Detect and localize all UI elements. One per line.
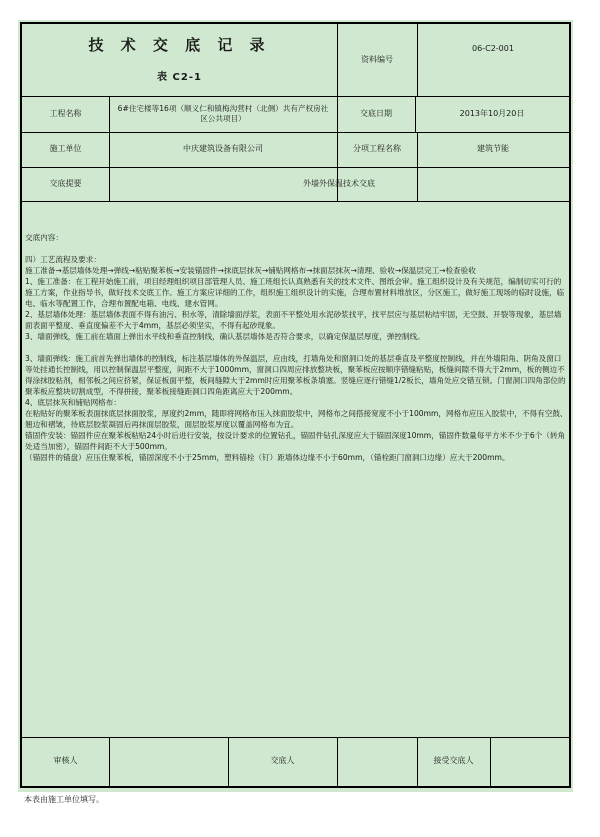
table-number: 表 C2-1: [157, 71, 202, 83]
receiver-label: 接受交底人: [433, 756, 474, 766]
content-paragraph: 2、基层墙体处理：基层墙体表面不得有油污、积水等，清除墙面浮浆，表面不平整处用水泥砂浆找平，找平层应与基层粘结牢固，无空鼓、开裂等现象，基层墙面表面平整度、垂直度偏差不大于4mm，基层必须坚实，不得有起砂现象。: [25, 310, 562, 330]
content-paragraph: （锚固件的锚盘）应压住聚苯板，锚固深度不小于25mm，塑料锚栓（钉）距墙体边缘不小于60mm，（锚栓距门窗洞口边缘）应大于200mm。: [25, 453, 510, 462]
contractor-value: 中庆建筑设备有限公司: [183, 144, 263, 154]
content-paragraph: 施工准备→基层墙体处理→弹线→粘贴聚苯板→安装锚固件→抹底层抹灰→铺贴网格布→抹面层抹灰→清理、验收→保温层完工→检查验收: [25, 266, 476, 275]
project-name-label: 工程名称: [49, 108, 82, 118]
discloser-signature-field[interactable]: [337, 737, 417, 786]
content-paragraph: 1、施工准备：在工程开始施工前，项目经理组织项目部管理人员、施工班组长认真熟悉有关的技术文件、图纸会审。施工组织设计及有关规范，编制切实可行的施工方案，作业指导书，做好技术交底工作。施工方案应详细的工作，组织施工组织设计的实施，合理布置材料堆放区，分区施工，做好施工现场的临时设施，临电、临水等配置工作，合理布置配电箱、电线、建水管网。: [25, 277, 565, 308]
reviewer-signature-field[interactable]: [109, 737, 228, 786]
content-paragraph: 3、墙面弹线，施工前在墙面上弹出水平线和垂直控制线，确认基层墙体是否符合要求，以确定保温层厚度，弹控制线。: [25, 332, 425, 341]
spacer: [25, 342, 568, 353]
spacer: [25, 243, 568, 254]
summary-value: 外墙外保温技术交底: [303, 178, 375, 188]
date-value: 2013年10月20日: [459, 108, 525, 118]
disclosure-form: [20, 22, 571, 788]
content-paragraph: 3、墙面弹线：施工前首先弹出墙体的控制线，标注基层墙体的外保温层，应由线，打墙角处和窗洞口处的基层垂直及平整度控制线，并在外墙阳角、阴角及窗口等处挂通长控制线，用以控制保温层平整度，间距不大于1000mm，窗洞口四周应排放整块板，聚苯板应按顺序错缝粘贴，板缝间隙不得大于2mm，板的侧边不得涂抹胶粘剂，相邻板之间应挤紧，保证板面平整，板间缝隙大于2mm时应用聚苯板条填塞。竖缝应逐行错缝1/2板长，墙角处应交错互锁。门窗洞口四角部位的聚苯板应整块切割成型，不得拼接，聚苯板接缝距洞口四角距离应大于200mm。: [25, 354, 566, 396]
grid-line: [22, 201, 569, 202]
footer-note: 本表由施工单位填写。: [24, 795, 104, 804]
content-paragraph: 四）工艺流程及要求：: [25, 255, 101, 264]
content-paragraph: 在粘贴好的聚苯板表面抹底层抹面胶浆，厚度约2mm，随即将网格布压入抹面胶浆中，网格布之间搭接宽度不小于100mm，网格布应压入胶浆中，不得有空鼓、翘边和褶皱，待底层胶浆凝固后再抹面层胶浆，面层胶浆厚度以覆盖网格布为宜。: [25, 409, 568, 429]
form-title: 技 术 交 底 记 录: [88, 36, 271, 55]
doc-no-label: 资料编号: [361, 54, 393, 64]
date-label: 交底日期: [360, 108, 392, 118]
content-heading: 交底内容：: [25, 233, 63, 242]
doc-no-value: 06-C2-001: [472, 43, 514, 53]
form-sheet: [18, 20, 573, 792]
subproject-label: 分项工程名称: [353, 144, 401, 154]
content-paragraph: 4、底层抹灰和铺贴网格布：: [25, 398, 121, 407]
disclosure-content: [25, 232, 568, 463]
content-paragraph: 锚固件安装：锚固件应在聚苯板粘贴24小时后进行安装，按设计要求的位置钻孔，锚固件钻孔深度应大于锚固深度10mm，锚固件数量每平方米不少于6个（转角处适当加密），锚固件间距不大于500mm。: [25, 431, 566, 451]
reviewer-label: 审核人: [53, 756, 78, 766]
receiver-signature-field[interactable]: [490, 737, 569, 786]
contractor-label: 施工单位: [49, 144, 82, 154]
project-name-value: 6#住宅楼等16项（顺义仁和镇梅沟营村（北侧）共有产权房社区公共项目）: [117, 104, 329, 123]
discloser-label: 交底人: [270, 756, 295, 766]
subproject-value: 建筑节能: [477, 144, 509, 154]
summary-label: 交底提要: [49, 178, 82, 188]
